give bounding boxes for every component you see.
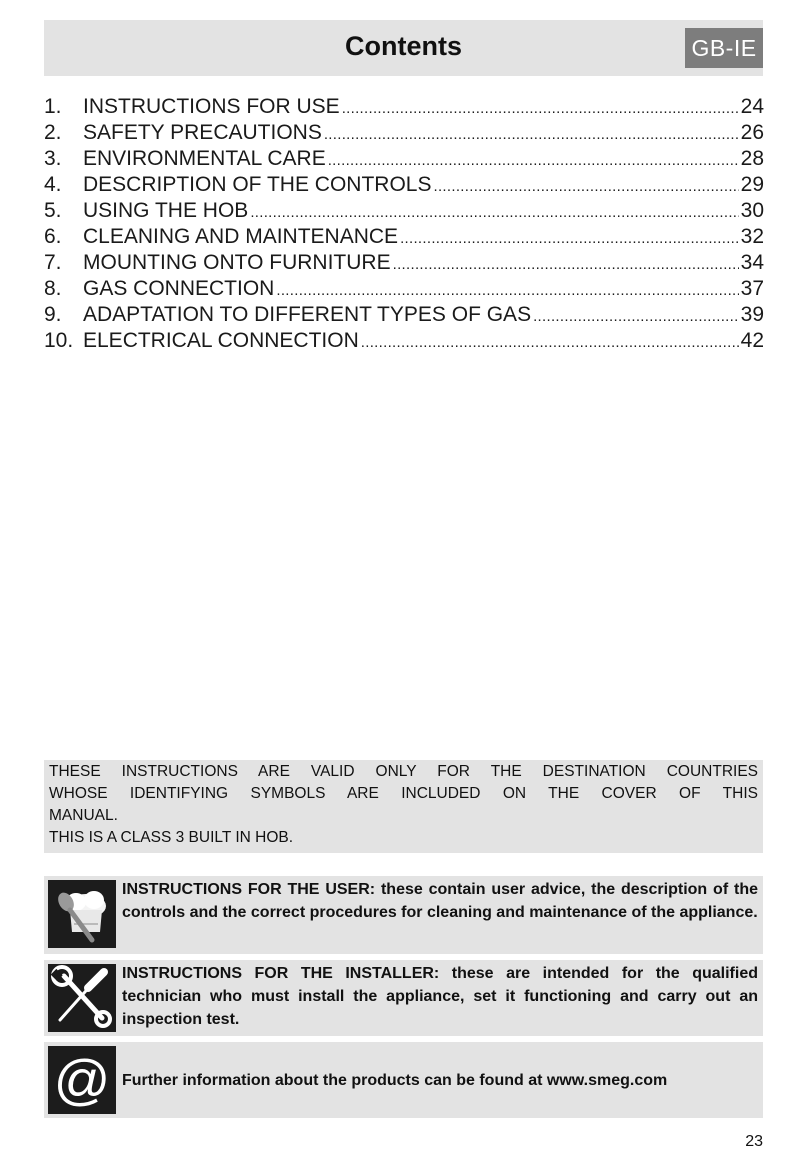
toc-leader-dots <box>324 122 739 148</box>
toc-number: 1. <box>44 95 62 118</box>
toc-page-number: 30 <box>740 199 764 222</box>
toc-number: 8. <box>44 277 62 300</box>
toc-leader-dots <box>250 200 738 226</box>
notice-line: MANUAL. <box>49 807 118 824</box>
toc-page-number: 28 <box>740 147 764 170</box>
chef-hat-spoon-icon <box>48 880 116 948</box>
toc-title: ENVIRONMENTAL CARE <box>83 147 326 170</box>
user-instructions-box <box>44 876 763 954</box>
toc-title: ELECTRICAL CONNECTION <box>83 329 359 352</box>
toc-title: GAS CONNECTION <box>83 277 275 300</box>
toc-number: 9. <box>44 303 62 326</box>
installer-instructions-box <box>44 960 763 1036</box>
toc-title: ADAPTATION TO DIFFERENT TYPES OF GAS <box>83 303 532 326</box>
toc-title: INSTRUCTIONS FOR USE <box>83 95 340 118</box>
toc-entry-9[interactable] <box>44 302 764 328</box>
toc-entry-10[interactable] <box>44 328 764 354</box>
svg-text:@: @ <box>53 1048 111 1111</box>
toc-title: CLEANING AND MAINTENANCE <box>83 225 399 248</box>
toc-number: 10. <box>44 329 74 352</box>
toc-page-number: 32 <box>740 225 764 248</box>
toc-entry-3[interactable] <box>44 146 764 172</box>
toc-entry-5[interactable] <box>44 198 764 224</box>
toc-leader-dots <box>400 226 739 252</box>
user-instructions-text: INSTRUCTIONS FOR THE USER: these contain user advice, the description of the controls and the correct procedures for cleaning and maintenance of the appliance. <box>122 881 758 921</box>
toc-page-number: 26 <box>740 121 764 144</box>
toc-number: 7. <box>44 251 62 274</box>
toc-number: 3. <box>44 147 62 170</box>
page-number: 23 <box>745 1133 763 1150</box>
toc-title: DESCRIPTION OF THE CONTROLS <box>83 173 432 196</box>
toc-number: 6. <box>44 225 62 248</box>
wrench-screwdriver-icon <box>48 964 116 1032</box>
toc-page-number: 29 <box>740 173 764 196</box>
toc-leader-dots <box>276 278 738 304</box>
toc-page-number: 24 <box>740 95 764 118</box>
contents-header <box>44 20 763 76</box>
toc-number: 5. <box>44 199 62 222</box>
toc-entry-6[interactable] <box>44 224 764 250</box>
toc-page-number: 34 <box>740 251 764 274</box>
toc-entry-1[interactable] <box>44 94 764 120</box>
validity-notice <box>44 760 763 853</box>
toc-entry-8[interactable] <box>44 276 764 302</box>
toc-entry-2[interactable] <box>44 120 764 146</box>
at-sign-icon <box>48 1046 116 1114</box>
toc-entry-4[interactable] <box>44 172 764 198</box>
toc-page-number: 37 <box>740 277 764 300</box>
toc-leader-dots <box>393 252 739 278</box>
web-info-text <box>122 1042 758 1118</box>
toc-number: 2. <box>44 121 62 144</box>
toc-leader-dots <box>533 304 739 330</box>
page-title: Contents <box>345 31 462 61</box>
toc-leader-dots <box>433 174 738 200</box>
toc-leader-dots <box>342 96 739 122</box>
web-info-box <box>44 1042 763 1118</box>
toc-title: USING THE HOB <box>83 199 249 222</box>
toc-title: MOUNTING ONTO FURNITURE <box>83 251 391 274</box>
toc-entry-7[interactable] <box>44 250 764 276</box>
toc-number: 4. <box>44 173 62 196</box>
notice-line: THESE INSTRUCTIONS ARE VALID ONLY FOR THE DESTINATION COUNTRIES <box>49 763 758 780</box>
toc-leader-dots <box>328 148 739 174</box>
toc-title: SAFETY PRECAUTIONS <box>83 121 322 144</box>
toc-page-number: 39 <box>740 303 764 326</box>
toc-leader-dots <box>361 330 739 356</box>
language-badge: GB-IE <box>685 28 763 68</box>
installer-instructions-text: INSTRUCTIONS FOR THE INSTALLER: these are intended for the qualified technician who must install the appliance, set it functioning and carry out an inspection test. <box>122 965 758 1028</box>
notice-line: THIS IS A CLASS 3 BUILT IN HOB. <box>49 829 294 846</box>
web-info-label: Further information about the products can be found at www.smeg.com <box>122 1071 668 1089</box>
table-of-contents <box>44 94 764 354</box>
toc-page-number: 42 <box>740 329 764 352</box>
notice-line: WHOSE IDENTIFYING SYMBOLS ARE INCLUDED ON THE COVER OF THIS <box>49 785 758 802</box>
